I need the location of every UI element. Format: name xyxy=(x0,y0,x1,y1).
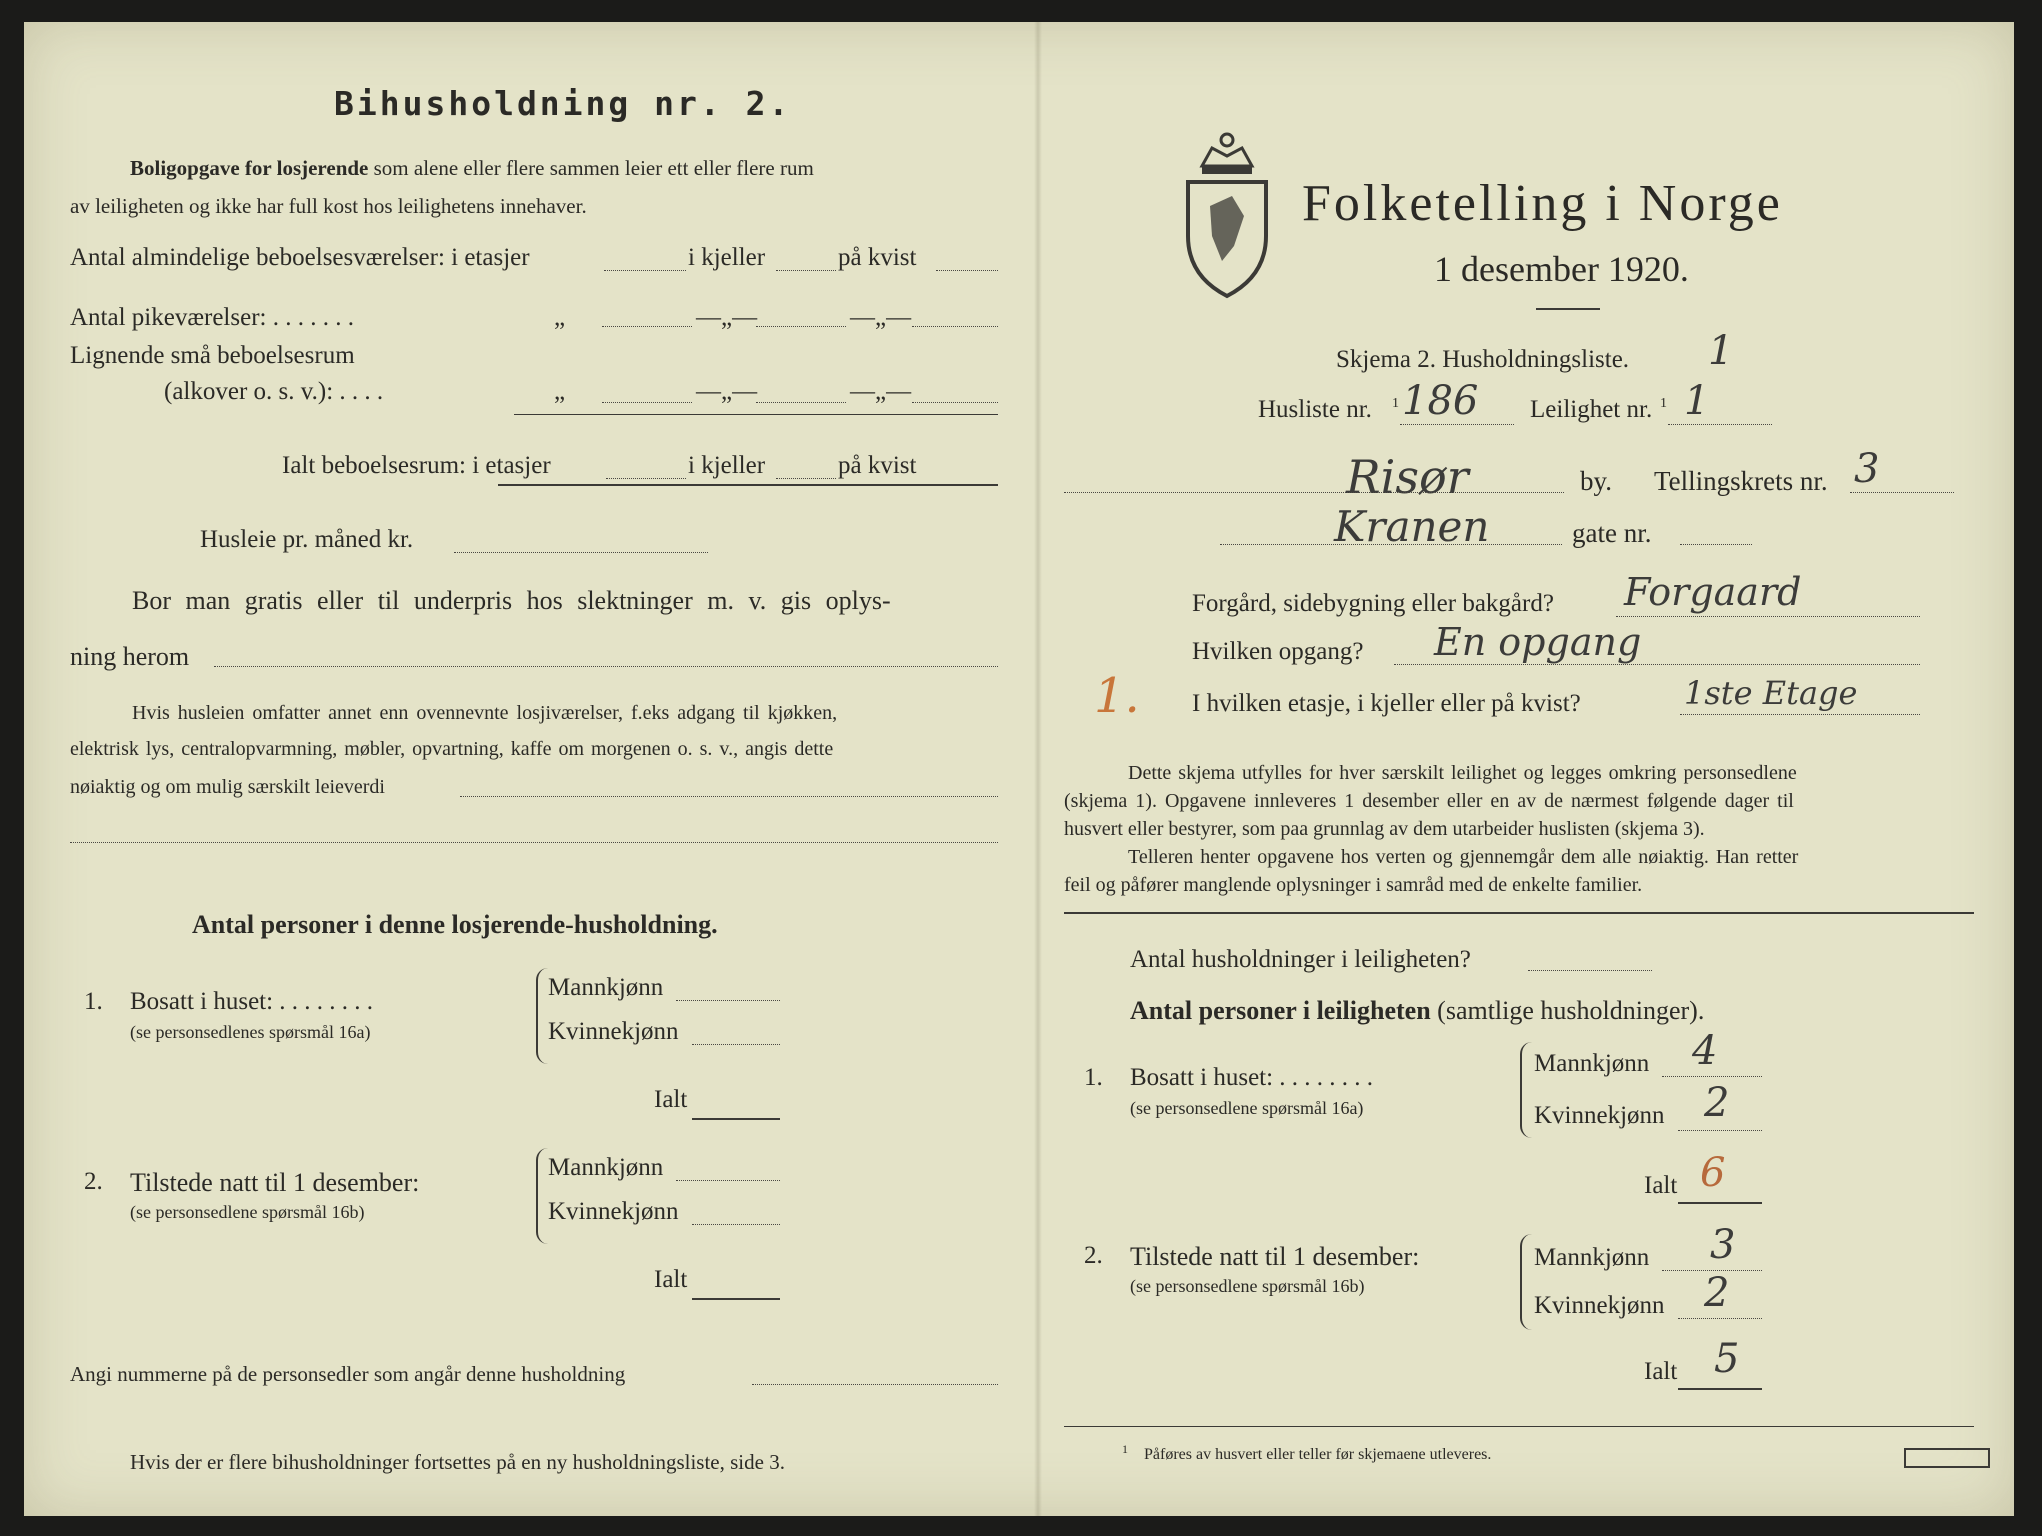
rent-includes-line-2: elektrisk lys, centralopvarmning, møbler, opvartning, kaffe om morgenen o. s. v., angis dette xyxy=(70,738,834,760)
left-q2-male-label: Mannkjønn xyxy=(548,1154,664,1181)
right-q2-female-value[interactable]: 2 xyxy=(1704,1270,1730,1316)
right-q2-total-label: Ialt xyxy=(1644,1358,1678,1385)
intro-line-1 xyxy=(130,156,814,181)
right-q1-total-field[interactable] xyxy=(1678,1202,1762,1204)
right-persons-heading-rest: (samtlige husholdninger). xyxy=(1437,996,1705,1025)
city-suffix: by. xyxy=(1580,466,1612,496)
left-q2-num: 2. xyxy=(84,1168,103,1195)
right-persons-heading-bold: Antal personer i leiligheten xyxy=(1130,996,1431,1025)
right-title: Folketelling i Norge xyxy=(1302,175,1783,232)
footnote-mark: 1 xyxy=(1122,1442,1128,1456)
district-field[interactable] xyxy=(1850,492,1954,493)
yard-field[interactable] xyxy=(1616,616,1920,617)
rooms-floors-field[interactable] xyxy=(604,270,686,271)
right-q2-total-value[interactable]: 5 xyxy=(1714,1336,1740,1382)
left-q2-total-field[interactable] xyxy=(692,1298,780,1300)
total-rule xyxy=(498,484,998,486)
left-q1-brace xyxy=(536,968,548,1064)
rooms-attic-field[interactable] xyxy=(936,270,998,271)
house-list-footnote: 1 xyxy=(1392,396,1399,411)
coat-of-arms-icon xyxy=(1182,126,1272,306)
left-q2-female-field[interactable] xyxy=(692,1224,780,1225)
numbers-label: Angi nummerne på de personsedler som angår denne husholdning xyxy=(70,1362,626,1386)
right-q1-num: 1. xyxy=(1084,1064,1103,1091)
right-q1-female-field[interactable] xyxy=(1678,1130,1762,1131)
households-field[interactable] xyxy=(1528,970,1652,971)
intro-rest: som alene eller flere sammen leier ett eller flere rum xyxy=(373,156,814,180)
free-rent-field[interactable] xyxy=(214,666,998,667)
left-q1-sub: (se personsedlenes spørsmål 16a) xyxy=(130,1022,371,1042)
rooms-cellar-label: i kjeller xyxy=(688,244,766,271)
free-rent-line-1: Bor man gratis eller til underpris hos slektninger m. v. gis oplys- xyxy=(132,586,891,615)
instructions-line-1: Dette skjema utfylles for hver særskilt leilighet og legges omkring personsedlene xyxy=(1128,762,1797,784)
right-q1-female-value[interactable]: 2 xyxy=(1704,1080,1730,1126)
street-value[interactable]: Kranen xyxy=(1334,502,1490,551)
total-rooms-label: Ialt beboelsesrum: i etasjer xyxy=(282,452,551,479)
right-q2-sub: (se personsedlene spørsmål 16b) xyxy=(1130,1276,1365,1296)
left-q2-total-label: Ialt xyxy=(654,1266,688,1293)
maid-ditto-3: —„— xyxy=(850,304,912,331)
right-q2-num: 2. xyxy=(1084,1242,1103,1269)
rooms-attic-label: på kvist xyxy=(838,244,917,271)
entrance-value[interactable]: En opgang xyxy=(1434,620,1642,664)
numbers-field[interactable] xyxy=(752,1384,998,1385)
footnote-rule xyxy=(1064,1426,1974,1427)
city-value[interactable]: Risør xyxy=(1346,450,1469,504)
right-q1-male-label: Mannkjønn xyxy=(1534,1050,1650,1077)
house-list-value[interactable]: 186 xyxy=(1402,378,1479,424)
rent-includes-field-2[interactable] xyxy=(70,842,998,843)
maid-ditto-2: —„— xyxy=(696,304,758,331)
instructions-line-2: (skjema 1). Opgavene innleveres 1 desember eller en av de nærmest følgende dager til xyxy=(1064,790,1794,812)
small-cellar-field[interactable] xyxy=(756,402,846,403)
right-q2-female-field[interactable] xyxy=(1678,1318,1762,1319)
left-q2-sub: (se personsedlene spørsmål 16b) xyxy=(130,1202,365,1222)
small-rooms-label-2: (alkover o. s. v.): . . . . xyxy=(164,378,384,405)
footnote-text: Påføres av husvert eller teller før skjemaene utleveres. xyxy=(1144,1446,1492,1463)
entrance-field[interactable] xyxy=(1394,664,1920,665)
right-q1-female-label: Kvinnekjønn xyxy=(1534,1102,1665,1129)
rooms-label: Antal almindelige beboelsesværelser: i etasjer xyxy=(70,244,530,271)
right-q1-label: Bosatt i huset: . . . . . . . . xyxy=(1130,1064,1374,1091)
left-persons-heading: Antal personer i denne losjerende-husholdning. xyxy=(192,910,718,939)
apartment-field[interactable] xyxy=(1668,424,1772,425)
floor-value[interactable]: 1ste Etage xyxy=(1684,674,1858,712)
rent-includes-line-1: Hvis husleien omfatter annet enn ovennevnte losjiværelser, f.eks adgang til kjøkken, xyxy=(132,702,838,724)
maid-ditto-1: „ xyxy=(554,304,566,331)
total-cellar-label: i kjeller xyxy=(688,452,766,479)
free-rent-line-2: ning herom xyxy=(70,642,190,671)
left-q1-total-field[interactable] xyxy=(692,1118,780,1120)
floor-field[interactable] xyxy=(1680,714,1920,715)
left-q1-female-label: Kvinnekjønn xyxy=(548,1018,679,1045)
left-q2-brace xyxy=(536,1148,548,1244)
rooms-cellar-field[interactable] xyxy=(776,270,836,271)
small-ditto-2: —„— xyxy=(696,378,758,405)
left-q1-total-label: Ialt xyxy=(654,1086,688,1113)
right-q2-male-label: Mannkjønn xyxy=(1534,1244,1650,1271)
total-floors-field[interactable] xyxy=(606,478,686,479)
intro-bold: Boligopgave for losjerende xyxy=(130,156,369,180)
census-date: 1 desember 1920. xyxy=(1434,249,1689,289)
yard-value[interactable]: Forgaard xyxy=(1624,570,1802,614)
small-ditto-3: —„— xyxy=(850,378,912,405)
apartment-value[interactable]: 1 xyxy=(1684,378,1710,424)
left-q1-male-label: Mannkjønn xyxy=(548,974,664,1001)
rent-includes-line-3: nøiaktig og om mulig særskilt leieverdi xyxy=(70,776,385,798)
schema-value: 1 xyxy=(1708,328,1734,374)
left-q2-female-label: Kvinnekjønn xyxy=(548,1198,679,1225)
left-q2-male-field[interactable] xyxy=(676,1180,780,1181)
house-list-field[interactable] xyxy=(1400,424,1514,425)
right-q1-total-label: Ialt xyxy=(1644,1172,1678,1199)
right-q1-male-value[interactable]: 4 xyxy=(1692,1028,1718,1074)
instructions-line-4: Telleren henter opgavene hos verten og gjennemgår dem alle nøiaktig. Han retter xyxy=(1128,846,1799,868)
right-q1-brace xyxy=(1520,1042,1532,1138)
entrance-label: Hvilken opgang? xyxy=(1192,638,1364,665)
house-list-label: Husliste nr. xyxy=(1258,396,1372,423)
right-q1-total-value[interactable]: 6 xyxy=(1700,1150,1726,1196)
apartment-footnote: 1 xyxy=(1660,396,1667,411)
intro-line-2: av leiligheten og ikke har full kost hos leilighetens innehaver. xyxy=(70,194,587,218)
right-q1-male-field[interactable] xyxy=(1662,1076,1762,1077)
left-footer: Hvis der er flere bihusholdninger fortsettes på en ny husholdningsliste, side 3. xyxy=(130,1450,785,1474)
right-persons-heading xyxy=(1130,996,1704,1026)
street-field[interactable] xyxy=(1220,544,1562,545)
maid-rooms-label: Antal pikeværelser: . . . . . . . xyxy=(70,304,354,331)
left-title: Bihusholdning nr. 2. xyxy=(334,84,792,123)
instructions-rule xyxy=(1064,912,1974,914)
page-fold xyxy=(1034,22,1042,1516)
right-q1-sub: (se personsedlene spørsmål 16a) xyxy=(1130,1098,1364,1118)
rent-field[interactable] xyxy=(454,552,708,553)
floor-label: I hvilken etasje, i kjeller eller på kvist? xyxy=(1192,690,1581,717)
left-q1-num: 1. xyxy=(84,988,103,1015)
schema-label: Skjema 2. Husholdningsliste. xyxy=(1336,346,1630,373)
maid-cellar-field[interactable] xyxy=(756,326,846,327)
street-suffix: gate nr. xyxy=(1572,518,1652,548)
households-label: Antal husholdninger i leiligheten? xyxy=(1130,946,1471,973)
margin-mark: 1. xyxy=(1094,668,1140,724)
city-field[interactable] xyxy=(1064,492,1564,493)
left-q1-male-field[interactable] xyxy=(676,1000,780,1001)
small-attic-field[interactable] xyxy=(912,402,998,403)
left-q1-female-field[interactable] xyxy=(692,1044,780,1045)
right-q2-brace xyxy=(1520,1234,1532,1330)
rent-label: Husleie pr. måned kr. xyxy=(200,526,414,553)
maid-attic-field[interactable] xyxy=(912,326,998,327)
district-value[interactable]: 3 xyxy=(1854,446,1880,492)
rent-includes-field[interactable] xyxy=(460,796,998,797)
total-attic-label: på kvist xyxy=(838,452,917,479)
right-q2-female-label: Kvinnekjønn xyxy=(1534,1292,1665,1319)
left-q1-label: Bosatt i huset: . . . . . . . . xyxy=(130,988,374,1015)
instructions-line-5: feil og påfører manglende oplysninger i samråd med de enkelte familier. xyxy=(1064,874,1643,896)
maid-floors-field[interactable] xyxy=(602,326,692,327)
printer-mark-icon xyxy=(1904,1448,1990,1468)
apartment-label: Leilighet nr. xyxy=(1530,396,1653,423)
left-q2-label: Tilstede natt til 1 desember: xyxy=(130,1168,420,1197)
street-number-field[interactable] xyxy=(1680,544,1752,545)
small-ditto-1: „ xyxy=(554,378,566,405)
total-cellar-field[interactable] xyxy=(776,478,836,479)
census-form-sheet xyxy=(24,22,2014,1516)
small-floors-field[interactable] xyxy=(602,402,692,403)
subtotal-rule xyxy=(514,414,998,415)
yard-label: Forgård, sidebygning eller bakgård? xyxy=(1192,590,1554,617)
small-rooms-label: Lignende små beboelsesrum xyxy=(70,342,355,369)
title-rule xyxy=(1536,308,1600,310)
instructions-line-3: husvert eller bestyrer, som paa grunnlag av dem utarbeider huslisten (skjema 3). xyxy=(1064,818,1705,840)
right-q2-male-value[interactable]: 3 xyxy=(1710,1222,1736,1268)
right-q2-total-field[interactable] xyxy=(1678,1388,1762,1390)
district-label: Tellingskrets nr. xyxy=(1654,466,1828,496)
right-q2-label: Tilstede natt til 1 desember: xyxy=(1130,1242,1420,1271)
